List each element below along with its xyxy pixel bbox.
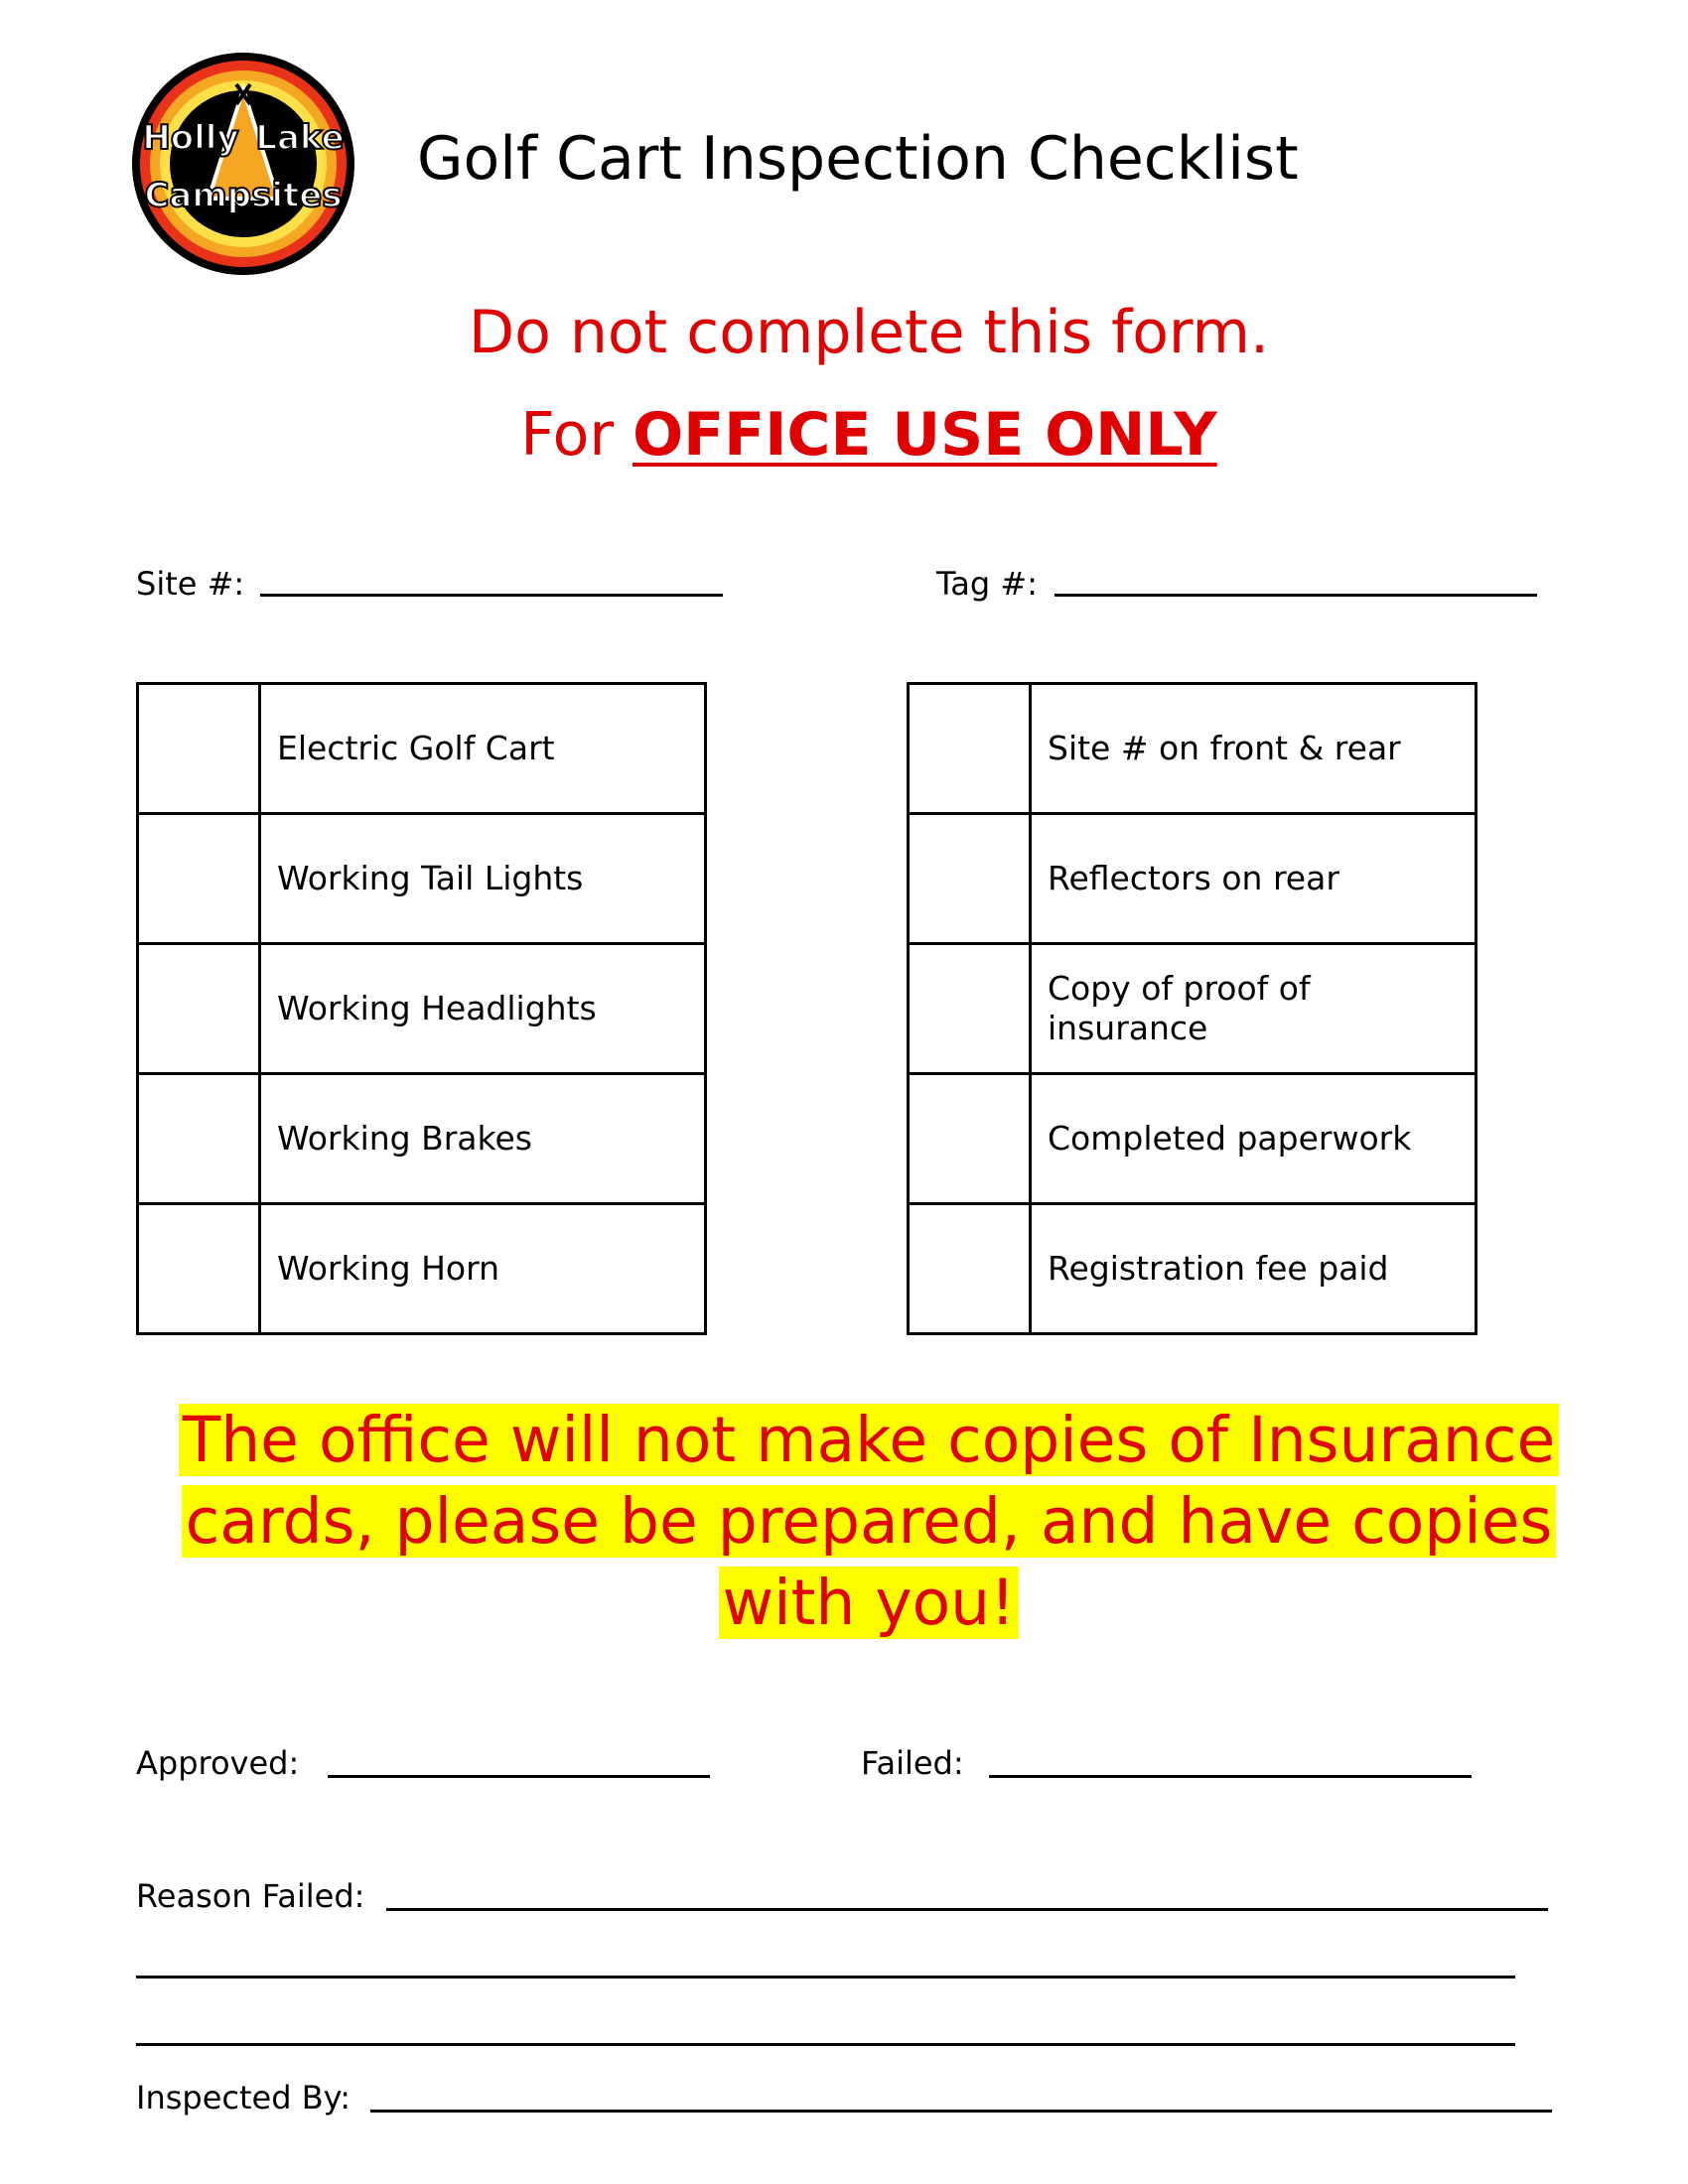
checkbox-cell[interactable]: [138, 944, 260, 1074]
warning-line-1: Do not complete this form.: [468, 298, 1270, 367]
insurance-notice-text: The office will not make copies of Insurance cards, please be prepared, and have copies with you!: [179, 1404, 1559, 1639]
site-label: Site #:: [136, 565, 245, 603]
inspected-by-label: Inspected By:: [136, 2079, 352, 2116]
logo-word-lake: Lake: [255, 118, 345, 158]
checklist-item: Site # on front & rear: [1031, 684, 1477, 814]
checkbox-cell[interactable]: [138, 1204, 260, 1334]
checklist-row: [909, 814, 1477, 944]
checklist-item: Copy of proof of insurance: [1031, 944, 1477, 1074]
checklist-item: Working Headlights: [260, 944, 706, 1074]
approved-input-line[interactable]: [328, 1775, 710, 1778]
checklist-row: [909, 944, 1477, 1074]
checklist-row: [138, 814, 706, 944]
reason-failed-input-line[interactable]: [386, 1908, 1548, 1911]
site-input-line[interactable]: [260, 594, 723, 597]
checklist-right: [907, 682, 1477, 1335]
checklist-row: [138, 1074, 706, 1204]
checkbox-cell[interactable]: [909, 684, 1031, 814]
failed-label: Failed:: [861, 1744, 964, 1782]
checkbox-cell[interactable]: [138, 814, 260, 944]
warning-prefix: For: [520, 400, 633, 470]
insurance-notice: [149, 1400, 1589, 1644]
tag-input-line[interactable]: [1055, 594, 1537, 597]
checklist-row: [909, 684, 1477, 814]
checklist-left: [136, 682, 707, 1335]
reason-failed-line-3[interactable]: [136, 2043, 1515, 2046]
checklist-item: Reflectors on rear: [1031, 814, 1477, 944]
checklist-item: Working Tail Lights: [260, 814, 706, 944]
approved-label: Approved:: [136, 1744, 300, 1782]
tag-label: Tag #:: [936, 565, 1038, 603]
checklist-item: Registration fee paid: [1031, 1204, 1477, 1334]
checkbox-cell[interactable]: [138, 1074, 260, 1204]
page-title: Golf Cart Inspection Checklist: [417, 124, 1299, 194]
checklist-row: [909, 1204, 1477, 1334]
checklist-item: Working Brakes: [260, 1074, 706, 1204]
logo-word-holly: Holly: [142, 118, 239, 158]
reason-failed-line-2[interactable]: [136, 1976, 1515, 1979]
checkbox-cell[interactable]: [909, 814, 1031, 944]
logo-word-campsites: Campsites: [144, 176, 343, 215]
holly-lake-campsites-logo: [129, 50, 357, 278]
checkbox-cell[interactable]: [909, 944, 1031, 1074]
checklist-row: [138, 944, 706, 1074]
checkbox-cell[interactable]: [909, 1204, 1031, 1334]
checklist-item: Completed paperwork: [1031, 1074, 1477, 1204]
warning-line-2: [0, 400, 1688, 470]
checklist-row: [138, 1204, 706, 1334]
checkbox-cell[interactable]: [138, 684, 260, 814]
failed-input-line[interactable]: [989, 1775, 1472, 1778]
checkbox-cell[interactable]: [909, 1074, 1031, 1204]
checklist-item: Working Horn: [260, 1204, 706, 1334]
reason-failed-label: Reason Failed:: [136, 1877, 365, 1915]
inspected-by-input-line[interactable]: [370, 2110, 1552, 2113]
checklist-row: [909, 1074, 1477, 1204]
office-use-only: OFFICE USE ONLY: [633, 400, 1217, 470]
checklist-item: Electric Golf Cart: [260, 684, 706, 814]
checklist-row: [138, 684, 706, 814]
